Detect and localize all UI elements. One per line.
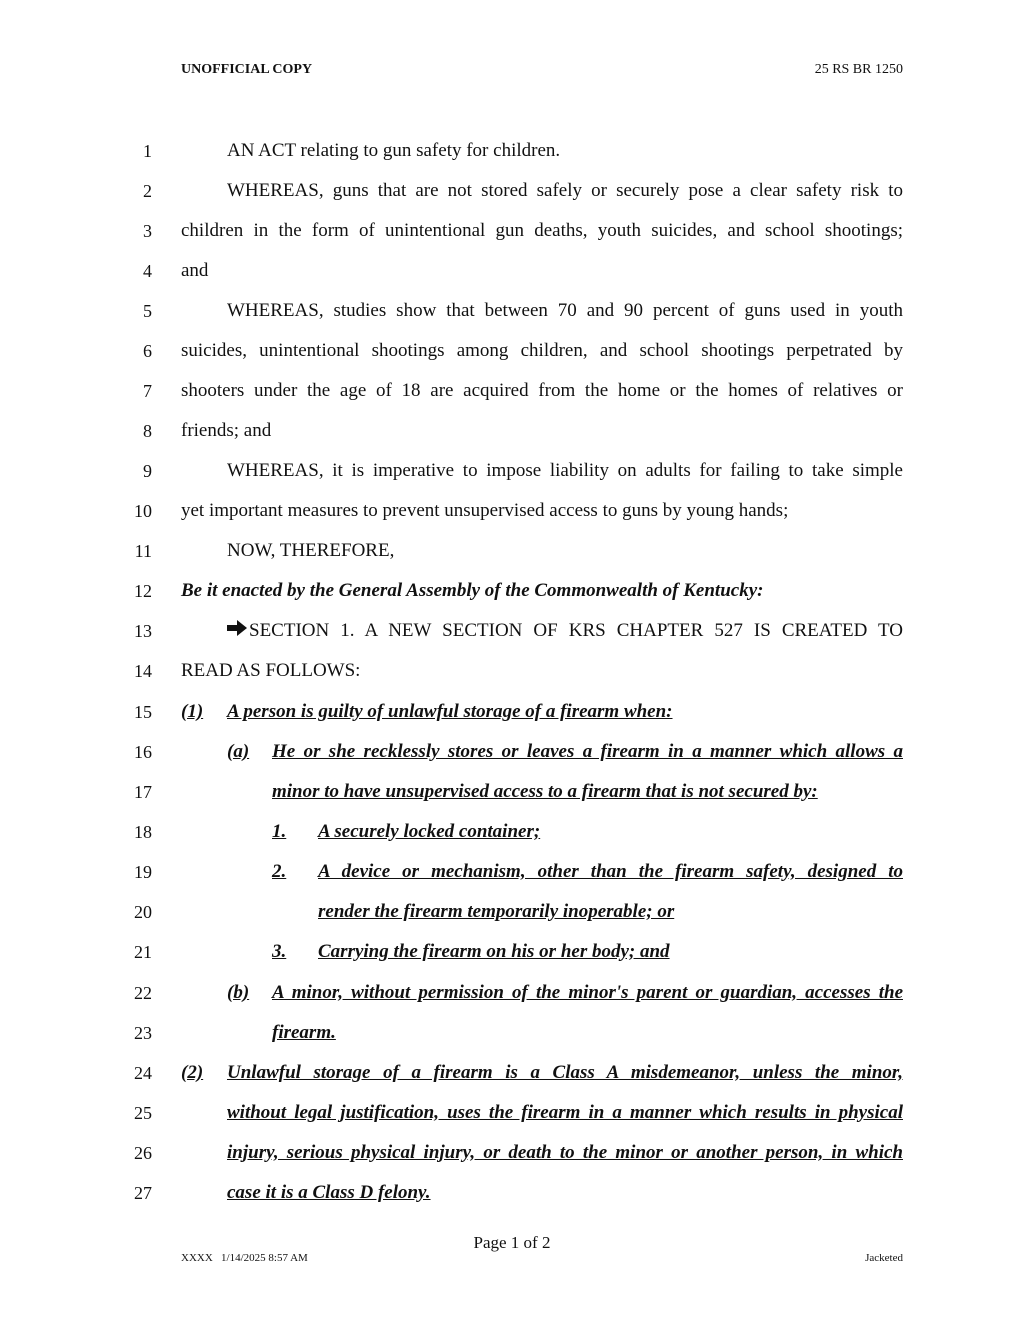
line-text: and (181, 260, 209, 281)
line-number: 27 (134, 1183, 152, 1203)
line (0, 211, 1024, 251)
line-number: 1 (143, 141, 152, 161)
line-text: firearm. (272, 1022, 336, 1043)
line (0, 1133, 1024, 1173)
line-text: without legal justification, uses the firearm in a manner which results in physical (227, 1102, 903, 1123)
line (0, 651, 1024, 691)
line-text: NOW, THEREFORE, (227, 540, 395, 561)
line-text: WHEREAS, studies show that between 70 and 90 percent of guns used in youth (227, 300, 903, 321)
line-number: 10 (134, 501, 152, 521)
header-title: UNOFFICIAL COPY (181, 62, 313, 77)
section-heading-text: SECTION 1. A NEW SECTION OF KRS CHAPTER 527 IS CREATED TO (249, 620, 903, 641)
line-text: injury, serious physical injury, or death to the minor or another person, in which (227, 1142, 903, 1163)
line-text: He or she recklessly stores or leaves a firearm in a manner which allows a (272, 741, 903, 762)
line-text: Carrying the firearm on his or her body; and (318, 941, 670, 962)
line-text: render the firearm temporarily inoperable; or (318, 901, 675, 922)
subparagraph (272, 941, 670, 963)
line-text: A securely locked container; (318, 821, 541, 842)
paragraph (227, 982, 903, 1004)
line (0, 531, 1024, 571)
subsection (181, 701, 903, 723)
line-number: 7 (143, 381, 152, 401)
line-text: suicides, unintentional shootings among children, and school shootings perpetrated by (181, 340, 903, 361)
line (0, 251, 1024, 291)
line-text: children in the form of unintentional gun deaths, youth suicides, and school shootings; (181, 220, 903, 241)
line-number: 4 (143, 261, 152, 281)
line (0, 411, 1024, 451)
line (0, 812, 1024, 852)
line-number: 18 (134, 822, 152, 842)
line-number: 14 (134, 661, 152, 681)
line-number: 24 (134, 1063, 152, 1083)
arrow-right-icon (227, 620, 247, 642)
line (0, 692, 1024, 732)
subsection-label: (2) (181, 1062, 204, 1083)
line-number: 9 (143, 461, 152, 481)
line-number: 21 (134, 942, 152, 962)
line-number: 15 (134, 702, 152, 722)
line-number: 13 (134, 621, 152, 641)
line (0, 571, 1024, 611)
line-text: minor to have unsupervised access to a firearm that is not secured by: (272, 781, 818, 802)
line-text: A person is guilty of unlawful storage of a firearm when: (227, 701, 673, 722)
line-number: 22 (134, 983, 152, 1003)
subparagraph-label: 2. (272, 861, 287, 882)
bill-request-number: 25 RS BR 1250 (814, 62, 903, 77)
line (0, 451, 1024, 491)
line-number: 2 (143, 181, 152, 201)
line-text: A minor, without permission of the minor's parent or guardian, accesses the (272, 982, 903, 1003)
section-heading (227, 620, 903, 642)
line-number: 11 (134, 541, 152, 561)
subparagraph-label: 1. (272, 821, 287, 842)
line-number: 26 (134, 1143, 152, 1163)
line-text: yet important measures to prevent unsupervised access to guns by young hands; (181, 500, 789, 521)
line (0, 852, 1024, 892)
line-number: 25 (134, 1103, 152, 1123)
subsection (181, 1062, 903, 1084)
line-number: 17 (134, 782, 152, 802)
paragraph (227, 741, 903, 763)
line-number: 20 (134, 902, 152, 922)
line (0, 491, 1024, 531)
line-number: 16 (134, 742, 152, 762)
line-text: case it is a Class D felony. (227, 1182, 431, 1203)
subparagraph-label: 3. (272, 941, 287, 962)
line (0, 131, 1024, 171)
line-number: 8 (143, 421, 152, 441)
footer-timestamp: XXXX 1/14/2025 8:57 AM (181, 1252, 308, 1264)
footer-status: Jacketed (865, 1252, 903, 1264)
line-text: WHEREAS, guns that are not stored safely or securely pose a clear safety risk to (227, 180, 903, 201)
page-number: Page 1 of 2 (473, 1233, 551, 1252)
line-number: 5 (143, 301, 152, 321)
line (0, 732, 1024, 772)
line (0, 171, 1024, 211)
subparagraph (272, 821, 540, 843)
line-text: Unlawful storage of a firearm is a Class A misdemeanor, unless the minor, (227, 1062, 903, 1083)
line-text: READ AS FOLLOWS: (181, 660, 361, 681)
enacting-clause: Be it enacted by the General Assembly of the Commonwealth of Kentucky: (181, 580, 764, 601)
line-text: shooters under the age of 18 are acquired from the home or the homes of relatives or (181, 380, 903, 401)
subsection-label: (1) (181, 701, 204, 722)
line (0, 1173, 1024, 1213)
line (0, 371, 1024, 411)
line (0, 973, 1024, 1013)
paragraph-label: (a) (227, 741, 250, 762)
line (0, 611, 1024, 651)
line-number: 19 (134, 862, 152, 882)
line-number: 3 (143, 221, 152, 241)
paragraph-label: (b) (227, 982, 250, 1003)
line (0, 1093, 1024, 1133)
line-text: AN ACT relating to gun safety for children. (227, 140, 561, 161)
line (0, 892, 1024, 932)
line (0, 1053, 1024, 1093)
line (0, 932, 1024, 972)
line (0, 291, 1024, 331)
line (0, 331, 1024, 371)
subparagraph (272, 861, 903, 883)
line (0, 1013, 1024, 1053)
line-number: 6 (143, 341, 152, 361)
line-text: WHEREAS, it is imperative to impose liability on adults for failing to take simple (227, 460, 903, 481)
line (0, 772, 1024, 812)
line-text: friends; and (181, 420, 272, 441)
line-text: A device or mechanism, other than the firearm safety, designed to (318, 861, 903, 882)
line-number: 23 (134, 1023, 152, 1043)
line-number: 12 (134, 581, 152, 601)
